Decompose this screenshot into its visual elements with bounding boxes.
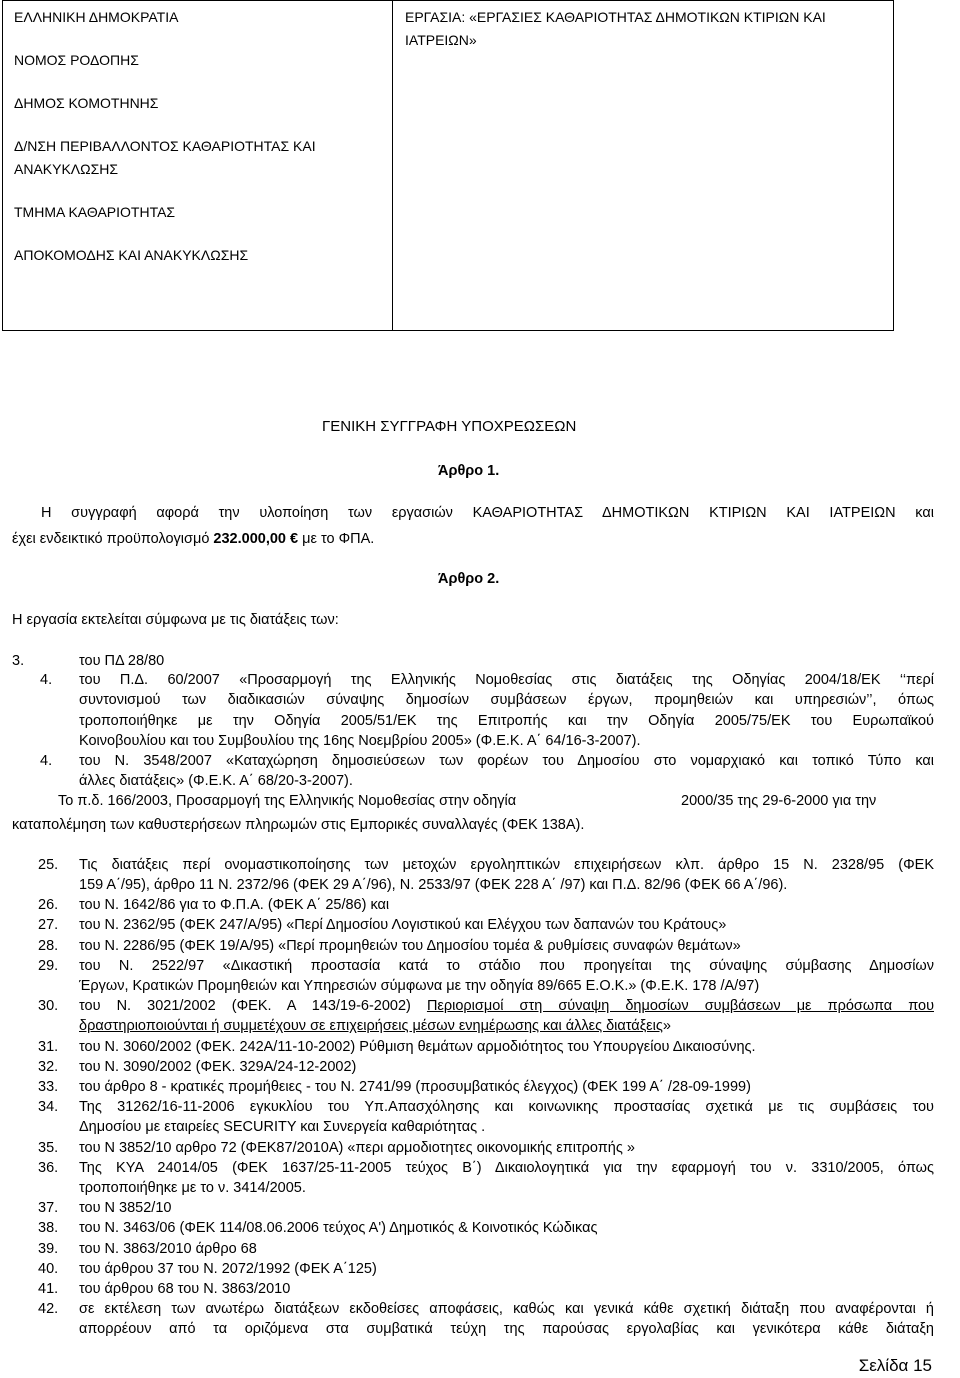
item-line: του Ν 3852/10 αρθρο 72 (ΦΕΚ87/2010Α) «περι αρμοδιοτητες οικονομικής επιτροπής »	[79, 1140, 635, 1156]
item-line: του Ν. 3548/2007 «Καταχώρηση δημοσιεύσεων των φορέων του Δημοσίου στο νομαρχιακό και τοπικό Τύπο και	[79, 753, 934, 769]
item-number: 39.	[38, 1241, 59, 1257]
item-line: του Ν. 3463/06 (ΦΕΚ 114/08.06.2006 τεύχος Α') Δημοτικός & Κοινοτικός Κώδικας	[79, 1220, 598, 1236]
item-number: 26.	[38, 897, 59, 913]
item-line: του Ν 3852/10	[79, 1200, 172, 1216]
item-number: 3.	[12, 653, 25, 669]
item-line: άλλες διατάξεις» (Φ.Ε.Κ. Α΄ 68/20-3-2007).	[79, 773, 353, 789]
article1-line1: Η συγγραφή αφορά την υλοποίηση των εργασιών ΚΑΘΑΡΙΟΤΗΤΑΣ ΔΗΜΟΤΙΚΩΝ ΚΤΙΡΙΩΝ ΚΑΙ ΙΑΤΡΕΙΩΝ και	[41, 505, 934, 521]
item-line: Τις διατάξεις περί ονομαστικοποίησης των μετοχών εργοληπτικών επιχειρήσεων κλπ. άρθρο 15 Ν. 2328/95 (ΦΕΚ	[79, 857, 934, 873]
item-line: του άρθρου 37 του Ν. 2072/1992 (ΦΕΚ Α΄125)	[79, 1261, 377, 1277]
item-line: του Ν. 2522/97 «Δικαστική προστασία κατά το στάδιο που προηγείται της σύναψης σύμβασης Δημοσίων	[79, 958, 934, 974]
item-line: Δημοσίου με εταιρείες SECURITY και Συνεργεία καθαριότητας .	[79, 1119, 486, 1135]
item-line: σε εκτέλεση των ανωτέρω διατάξεων εκδοθείσες αποφάσεις, καθώς και γενικά κάθε σχετική διάταξη που αναφέρονται ή	[79, 1301, 934, 1317]
item-line: του Ν. 2362/95 (ΦΕΚ 247/Α/95) «Περί Δημοσίου Λογιστικού και Ελέγχου των δαπανών του Κράτους»	[79, 917, 727, 933]
item-line: τροποποιήθηκε με το ν. 3414/2005.	[79, 1180, 306, 1196]
item-line: συντονισμού των διαδικασιών σύναψης δημοσίων συμβάσεων έργων, προμηθειών και υπηρεσιών’’, όπως	[79, 692, 934, 708]
pd166-line1b: 2000/35 της 29-6-2000 για την	[681, 793, 877, 809]
item-line: δραστηριοποιούνται ή συμμετέχουν σε επιχειρήσεις μέσων ενημέρωσης και άλλες διατάξεις»	[79, 1018, 671, 1034]
item-line: του Ν. 3863/2010 άρθρο 68	[79, 1241, 257, 1257]
item-line: του Π.Δ. 60/2007 «Προσαρμογή της Ελληνικής Νομοθεσίας στις διατάξεις της Οδηγίας 2004/18/ΕΚ ‘‘περί	[79, 672, 934, 688]
item-number: 42.	[38, 1301, 59, 1317]
header-department: ΤΜΗΜΑ ΚΑΘΑΡΙΟΤΗΤΑΣ	[14, 204, 176, 220]
item-line: Έργων, Κρατικών Προμηθειών και Υπηρεσιών σύμφωνα με την οδηγία 89/665 Ε.Ο.Κ.» (Φ.Ε.Κ. 178 /Α/97)	[79, 978, 760, 994]
item-number: 31.	[38, 1039, 59, 1055]
item-number: 33.	[38, 1079, 59, 1095]
item-number: 29.	[38, 958, 59, 974]
item-number: 40.	[38, 1261, 59, 1277]
header-project-cont: ΙΑΤΡΕΙΩΝ»	[405, 32, 477, 48]
item-line: Της 31262/16-11-2006 εγκυκλίου του Υπ.Απασχόλησης και κοινωνικης προστασίας σχετικά με τις συμβάσεις του	[79, 1099, 934, 1115]
item-line: τροποποιήθηκε με την Οδηγία 2005/51/ΕΚ της Επιτροπής και την Οδηγία 2005/75/ΕΚ του Ευρωπαϊκού	[79, 713, 934, 729]
header-directorate-cont: ΑΝΑΚΥΚΛΩΣΗΣ	[14, 161, 119, 177]
item-number: 30.	[38, 998, 59, 1014]
item-number: 36.	[38, 1160, 59, 1176]
item-number: 25.	[38, 857, 59, 873]
item-number: 28.	[38, 938, 59, 954]
item-number: 4.	[40, 753, 53, 769]
header-directorate: Δ/ΝΣΗ ΠΕΡΙΒΑΛΛΟΝΤΟΣ ΚΑΘΑΡΙΟΤΗΤΑΣ ΚΑΙ	[14, 138, 316, 154]
item-number: 37.	[38, 1200, 59, 1216]
item-number: 35.	[38, 1140, 59, 1156]
header-prefecture: ΝΟΜΟΣ ΡΟΔΟΠΗΣ	[14, 52, 139, 68]
header-project: ΕΡΓΑΣΙΑ: «ΕΡΓΑΣΙΕΣ ΚΑΘΑΡΙΟΤΗΤΑΣ ΔΗΜΟΤΙΚΩΝ ΚΤΙΡΙΩΝ ΚΑΙ	[405, 9, 826, 25]
article2-heading: Άρθρο 2.	[438, 571, 500, 587]
header-country: ΕΛΛΗΝΙΚΗ ΔΗΜΟΚΡΑΤΙΑ	[14, 9, 179, 25]
item-line: του Ν. 3060/2002 (ΦΕΚ. 242Α/11-10-2002) Ρύθμιση θεμάτων αρμοδιότητος του Υπουργείου Δικαιοσύνης.	[79, 1039, 756, 1055]
article1-line2: έχει ενδεικτικό προϋπολογισμό 232.000,00 € με το ΦΠΑ.	[12, 531, 375, 547]
page-number: Σελίδα 15	[858, 1356, 932, 1375]
item-number: 4.	[40, 672, 53, 688]
item-number: 41.	[38, 1281, 59, 1297]
page-title: ΓΕΝΙΚΗ ΣΥΓΓΡΑΦΗ ΥΠΟΧΡΕΩΣΕΩΝ	[322, 418, 577, 435]
item-line: Κοινοβουλίου και του Συμβουλίου της 16ης Νοεμβρίου 2005» (Φ.Ε.Κ. Α΄ 64/16-3-2007).	[79, 733, 641, 749]
pd166-line2: καταπολέμηση των καθυστερήσεων πληρωμών στις Εμπορικές συναλλαγές (ΦΕΚ 138Α).	[12, 817, 585, 833]
item-line: του Ν. 1642/86 για το Φ.Π.Α. (ΦΕΚ Α΄ 25/86) και	[79, 897, 390, 913]
header-department-cont: ΑΠΟΚΟΜΟΔΗΣ ΚΑΙ ΑΝΑΚΥΚΛΩΣΗΣ	[14, 247, 249, 263]
header-municipality: ΔΗΜΟΣ ΚΟΜΟΤΗΝΗΣ	[14, 95, 159, 111]
article1-heading: Άρθρο 1.	[438, 463, 500, 479]
header-box	[2, 0, 894, 331]
item-line: του Ν. 3090/2002 (ΦΕΚ. 329Α/24-12-2002)	[79, 1059, 357, 1075]
article2-intro: Η εργασία εκτελείται σύμφωνα με τις διατάξεις των:	[12, 612, 339, 628]
item-line: Της ΚΥΑ 24014/05 (ΦΕΚ 1637/25-11-2005 τεύχος Β΄) Δικαιολογητικά για την εφαρμογή του ν. 3310/2005, όπως	[79, 1160, 934, 1176]
item-line: 159 Α΄/95), άρθρο 11 Ν. 2372/96 (ΦΕΚ 29 Α΄/96), Ν. 2533/97 (ΦΕΚ 228 Α΄ /97) και Π.Δ. 82/96 (ΦΕΚ 66 Α΄/96).	[79, 877, 788, 893]
item-line: του άρθρου 68 του Ν. 3863/2010	[79, 1281, 291, 1297]
item-line: του Ν. 3021/2002 (ΦΕΚ. Α 143/19-6-2002) Περιορισμοί στη σύναψη δημοσίων συμβάσεων με πρόσωπα που	[79, 998, 934, 1014]
item-number: 34.	[38, 1099, 59, 1115]
item-line: του άρθρο 8 - κρατικές προμήθειες - του Ν. 2741/99 (προσυμβατικός έλεγχος) (ΦΕΚ 199 Α΄ /28-09-1999)	[79, 1079, 751, 1095]
item-number: 27.	[38, 917, 59, 933]
item-line: του Ν. 2286/95 (ΦΕΚ 19/Α/95) «Περί προμηθειών του Δημοσίου τομέα & ρυθμίσεις συναφών θεμάτων»	[79, 938, 741, 954]
item-number: 38.	[38, 1220, 59, 1236]
item-number: 32.	[38, 1059, 59, 1075]
header-divider	[392, 0, 393, 331]
item-line: απορρέουν από τα οριζόμενα στα συμβατικά τεύχη της παρούσας εργολαβίας και γενικότερα κάθε διάταξη	[79, 1321, 934, 1337]
pd166-line1a: Το π.δ. 166/2003, Προσαρμογή της Ελληνικής Νομοθεσίας στην οδηγία	[58, 793, 517, 809]
item-line: του ΠΔ 28/80	[79, 653, 165, 669]
